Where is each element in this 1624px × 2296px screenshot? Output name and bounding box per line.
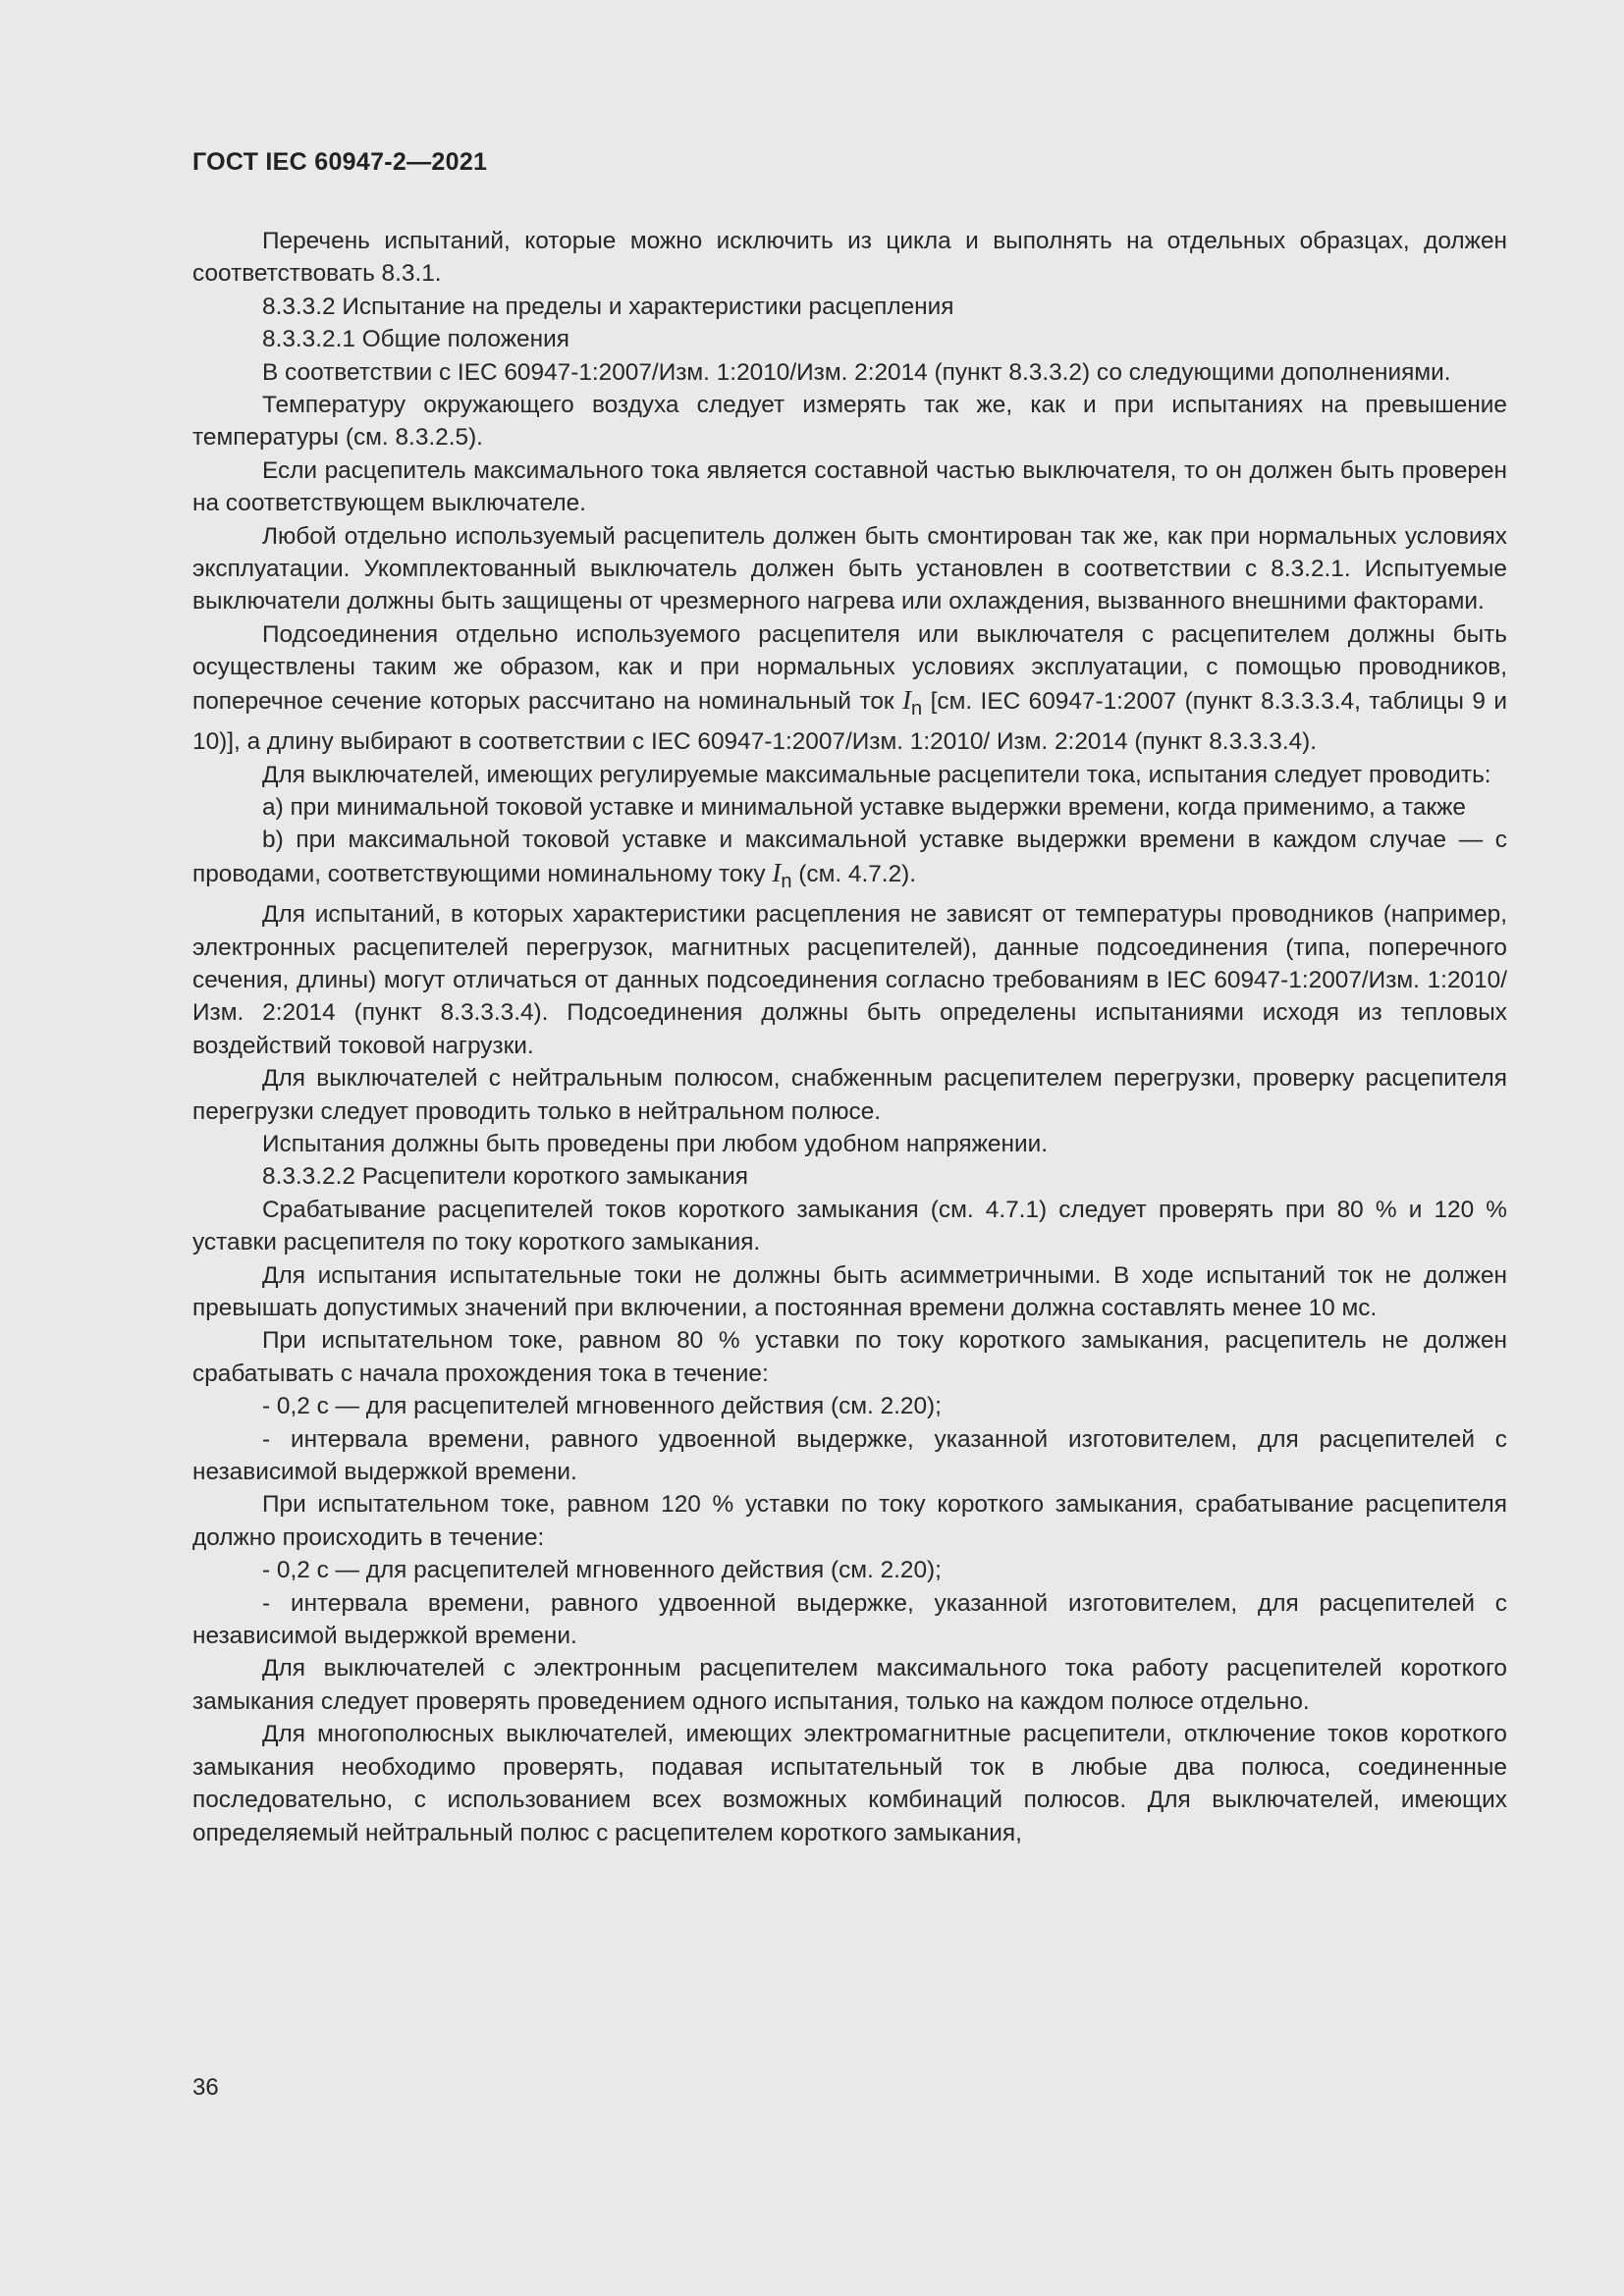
paragraph — [192, 356, 1507, 389]
paragraph — [192, 1718, 1507, 1849]
paragraph-text: Температуру окружающего воздуха следует измерять так же, как и при испытаниях на превышение температуры (см. 8.3.2.5). — [192, 392, 1507, 452]
paragraph-text: - интервала времени, равного удвоенной выдержке, указанной изготовителем, для расцепителей с независимой выдержкой времени. — [192, 1589, 1507, 1650]
paragraph-text: Для испытания испытательные токи не должны быть асимметричными. В ходе испытаний ток не должен превышать допустимых значений при включении, а постоянная времени должна составлять менее 10 мс. — [192, 1261, 1507, 1321]
paragraph — [192, 791, 1507, 824]
document-body — [192, 225, 1507, 1849]
paragraph — [192, 1488, 1507, 1554]
paragraph-text: - 0,2 с — для расцепителей мгновенного действия (см. 2.20); — [262, 1393, 942, 1420]
paragraph-text: При испытательном токе, равном 80 % уставки по току короткого замыкания, расцепитель не должен срабатывать с начала прохождения тока в течение: — [192, 1327, 1507, 1387]
paragraph-text: 8.3.3.2.2 Расцепители короткого замыкания — [262, 1163, 748, 1191]
section-line — [192, 1554, 1507, 1586]
paragraph-text: Срабатывание расцепителей токов короткого замыкания (см. 4.7.1) следует проверять при 80 % и 120 % уставки расцепителя по току короткого замыкания. — [192, 1196, 1507, 1256]
paragraph-text: Для многополюсных выключателей, имеющих электромагнитные расцепители, отключение токов короткого замыкания необходимо проверять, подавая испытательный ток в любые два полюса, соединенные последовательно, с использованием всех возможных комбинаций полюсов. Для выключателей, имеющих определяемый нейтральный полюс с расцепителем короткого замыкания, — [192, 1721, 1507, 1846]
document-header: ГОСТ IEC 60947-2—2021 — [192, 148, 488, 176]
current-symbol: I — [772, 857, 782, 887]
paragraph-text: - интервала времени, равного удвоенной выдержке, указанной изготовителем, для расцепителей с независимой выдержкой времени. — [192, 1425, 1507, 1486]
paragraph — [192, 1259, 1507, 1325]
paragraph-text: Если расцепитель максимального тока является составной частью выключателя, то он должен быть проверен на соответствующем выключателе. — [192, 456, 1507, 517]
paragraph — [192, 1324, 1507, 1390]
section-line — [192, 1160, 1507, 1193]
paragraph — [192, 618, 1507, 759]
current-symbol: I — [902, 684, 912, 715]
paragraph-text: Испытания должны быть проведены при любом удобном напряжении. — [262, 1130, 1048, 1157]
paragraph-text: При испытательном токе, равном 120 % уставки по току короткого замыкания, срабатывание расцепителя должно происходить в течение: — [192, 1491, 1507, 1551]
page-number: 36 — [192, 2074, 219, 2101]
paragraph — [192, 824, 1507, 898]
paragraph — [192, 898, 1507, 1062]
paragraph-text-tail: (см. 4.7.2). — [791, 860, 917, 887]
section-line — [192, 1128, 1507, 1160]
current-symbol-subscript: n — [911, 697, 923, 720]
paragraph-text-tail: [см. IEC 60947-1:2007 (пункт 8.3.3.3.4, таблицы 9 и 10)], а длину выбирают в соответствии с IEC 60947-1:2007/Изм. 1:2010/ Изм. 2:2014 (пункт 8.3.3.3.4). — [192, 687, 1508, 756]
section-line — [192, 323, 1507, 355]
paragraph-text: Для выключателей с электронным расцепителем максимального тока работу расцепителей короткого замыкания следует проверять проведением одного испытания, только на каждом полюсе отдельно. — [192, 1655, 1507, 1715]
section-line — [192, 1390, 1507, 1422]
paragraph-text: 8.3.3.2 Испытание на пределы и характеристики расцепления — [262, 293, 954, 320]
paragraph-text: Для выключателей, имеющих регулируемые максимальные расцепители тока, испытания следует проводить: — [262, 761, 1491, 788]
paragraph-text: В соответствии с IEC 60947-1:2007/Изм. 1:2010/Изм. 2:2014 (пункт 8.3.3.2) со следующими дополнениями. — [262, 358, 1451, 386]
paragraph-text: 8.3.3.2.1 Общие положения — [262, 326, 569, 353]
paragraph — [192, 389, 1507, 454]
paragraph — [192, 1423, 1507, 1489]
paragraph — [192, 225, 1507, 291]
paragraph — [192, 1062, 1507, 1128]
section-line — [192, 291, 1507, 323]
paragraph-text: a) при минимальной токовой уставке и минимальной уставке выдержки времени, когда применимо, а также — [262, 793, 1466, 821]
paragraph-text: Перечень испытаний, которые можно исключить из цикла и выполнять на отдельных образцах, должен соответствовать 8.3.1. — [192, 228, 1507, 288]
paragraph-text: b) при максимальной токовой уставке и максимальной уставке выдержки времени в каждом случае — с проводами, соответствующими номинальному току — [192, 827, 1507, 887]
paragraph-text: - 0,2 с — для расцепителей мгновенного действия (см. 2.20); — [262, 1557, 942, 1584]
paragraph — [192, 759, 1507, 791]
paragraph — [192, 520, 1507, 618]
paragraph-text: Для испытаний, в которых характеристики расцепления не зависят от температуры проводников (например, электронных расцепителей перегрузок, магнитных расцепителей), данные подсоединения (типа, поперечного сечения, длины) могут отличаться от данных подсоединения согласно требованиям в IEC 60947-1:2007/Изм. 1:2010/Изм. 2:2014 (пункт 8.3.3.3.4). Подсоединения должны быть определены испытаниями исходя из тепловых воздействий токовой нагрузки. — [192, 901, 1507, 1059]
paragraph — [192, 1194, 1507, 1259]
paragraph — [192, 1587, 1507, 1653]
current-symbol-subscript: n — [781, 870, 792, 892]
paragraph-text: Подсоединения отдельно используемого расцепителя или выключателя с расцепителем должны быть осуществлены таким же образом, как и при нормальных условиях эксплуатации, с помощью проводников, поперечное сечение которых рассчитано на номинальный ток — [192, 620, 1507, 715]
paragraph-text: Любой отдельно используемый расцепитель должен быть смонтирован так же, как при нормальных условиях эксплуатации. Укомплектованный выключатель должен быть установлен в соответствии с 8.3.2.1. Испытуемые выключатели должны быть защищены от чрезмерного нагрева или охлаждения, вызванного внешними факторами. — [192, 522, 1507, 615]
paragraph-text: Для выключателей с нейтральным полюсом, снабженным расцепителем перегрузки, проверку расцепителя перегрузки следует проводить только в нейтральном полюсе. — [192, 1065, 1507, 1125]
paragraph — [192, 1652, 1507, 1718]
paragraph — [192, 454, 1507, 520]
